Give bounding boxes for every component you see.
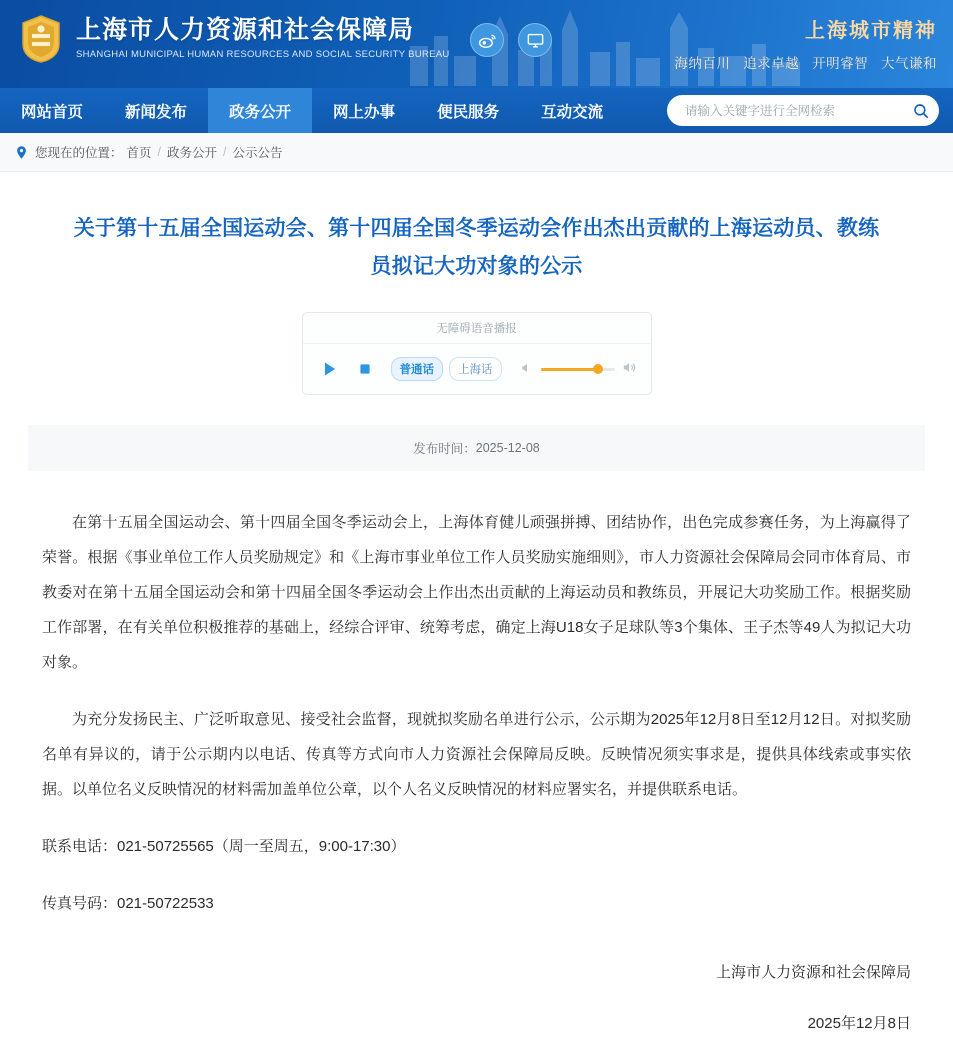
weibo-icon[interactable] [470, 23, 504, 57]
spirit-item-3: 大气谦和 [881, 56, 937, 71]
breadcrumb-separator-1: / [157, 145, 162, 159]
header-icon-group [470, 23, 552, 57]
nav-item-government-disclosure[interactable]: 政务公开 [208, 88, 312, 133]
weibo-glyph-icon [478, 31, 497, 50]
org-name-cn: 上海市人力资源和社会保障局 [76, 16, 415, 45]
play-glyph-icon [317, 357, 341, 381]
location-pin-icon [14, 145, 29, 160]
location-pin-glyph-icon [14, 145, 29, 160]
tab-mandarin[interactable]: 普通话 [391, 357, 444, 381]
nav-item-news[interactable]: 新闻发布 [125, 103, 188, 121]
city-spirit-items [674, 52, 937, 72]
spirit-item-0: 海纳百川 [674, 56, 731, 71]
signature-date: 2025年12月8日 [807, 1015, 911, 1032]
breadcrumb-separator-2: / [223, 145, 227, 159]
volume-slider-handle[interactable] [593, 364, 603, 374]
city-spirit-title: 上海城市精神 [805, 20, 937, 42]
publish-date-value: 2025-12-08 [475, 441, 540, 455]
volume-control [520, 360, 637, 378]
nav-item-home[interactable]: 网站首页 [21, 103, 84, 121]
logo-group[interactable] [18, 14, 450, 64]
breadcrumb-item-announcements[interactable]: 公示公告 [232, 146, 283, 160]
signature-org: 上海市人力资源和社会保障局 [715, 964, 911, 981]
volume-high-icon[interactable] [622, 360, 637, 378]
org-name-en: SHANGHAI MUNICIPAL HUMAN RESOURCES AND SOCIAL SECURITY BUREAU [76, 49, 450, 61]
fax-line: 传真号码：021-50722533 [42, 895, 214, 912]
volume-low-icon[interactable] [520, 361, 534, 378]
nav-item-interaction[interactable]: 互动交流 [541, 103, 604, 121]
language-tabs [391, 357, 502, 381]
accessibility-audio-player [302, 312, 652, 395]
player-header-label: 无障碍语音播报 [303, 313, 651, 344]
player-controls [303, 344, 651, 394]
paragraph-1: 在第十五届全国运动会、第十四届全国冬季运动会上，上海体育健儿顽强拼搏、团结协作，出色完成参赛任务，为上海赢得了荣誉。根据《事业单位工作人员奖励规定》和《上海市事业单位工作人员奖励实施细则》，市人力资源社会保障局会同市体育局、市教委对在第十五届全国运动会和第十四届全国冬季运动会上作出杰出贡献的上海运动员和教练员，开展记大功奖励工作。根据奖励工作部署，在有关单位积极推荐的基础上，经综合评审、统筹考虑，确定上海U18女子足球队等3个集体、王子杰等49人为拟记大功对象。 [42, 514, 911, 671]
site-search [667, 95, 939, 126]
breadcrumb-item-disclosure[interactable]: 政务公开 [167, 146, 218, 160]
city-spirit-block [674, 14, 937, 72]
site-header [0, 0, 953, 88]
volume-low-glyph-icon [520, 361, 534, 375]
desktop-glyph-icon [526, 31, 545, 50]
search-input[interactable] [683, 103, 909, 119]
main-navigation [0, 88, 953, 133]
bureau-emblem-icon [18, 14, 64, 64]
volume-high-glyph-icon [622, 360, 637, 375]
paragraph-2: 为充分发扬民主、广泛听取意见、接受社会监督，现就拟奖励名单进行公示，公示期为2025年12月8日至12月12日。对拟奖励名单有异议的，请于公示期内以电话、传真等方式向市人力资源社会保障局反映。反映情况须实事求是，提供具体线索或事实依据。以单位名义反映情况的材料需加盖单位公章，以个人名义反映情况的材料应署实名，并提供联系电话。 [42, 711, 911, 798]
search-button[interactable] [909, 99, 933, 123]
article-body [28, 505, 925, 921]
publish-date-label: 发布时间： [413, 442, 476, 456]
nav-item-online-services[interactable]: 网上办事 [333, 103, 396, 121]
stop-icon[interactable] [353, 357, 378, 382]
breadcrumb [0, 133, 953, 172]
publish-info-bar [28, 425, 925, 471]
stop-glyph-icon [354, 358, 376, 380]
bottom-spacer [28, 1033, 925, 1059]
desktop-icon[interactable] [518, 23, 552, 57]
volume-slider[interactable] [541, 368, 615, 371]
breadcrumb-item-home[interactable]: 首页 [126, 146, 152, 160]
contact-phone-line: 联系电话：021-50725565（周一至周五，9:00-17:30） [42, 838, 406, 855]
page-title: 关于第十五届全国运动会、第十四届全国冬季运动会作出杰出贡献的上海运动员、教练员拟记大功对象的公示 [73, 217, 880, 278]
search-icon [912, 102, 930, 120]
spirit-item-2: 开明睿智 [812, 56, 869, 71]
signature-block [28, 961, 925, 1033]
article-container [0, 210, 953, 1059]
nav-item-public-services[interactable]: 便民服务 [437, 103, 500, 121]
tab-shanghainese[interactable]: 上海话 [449, 357, 502, 381]
breadcrumb-label: 您现在的位置： [35, 146, 123, 160]
play-icon[interactable] [317, 357, 342, 382]
spirit-item-1: 追求卓越 [743, 56, 800, 71]
volume-slider-fill [541, 368, 599, 371]
